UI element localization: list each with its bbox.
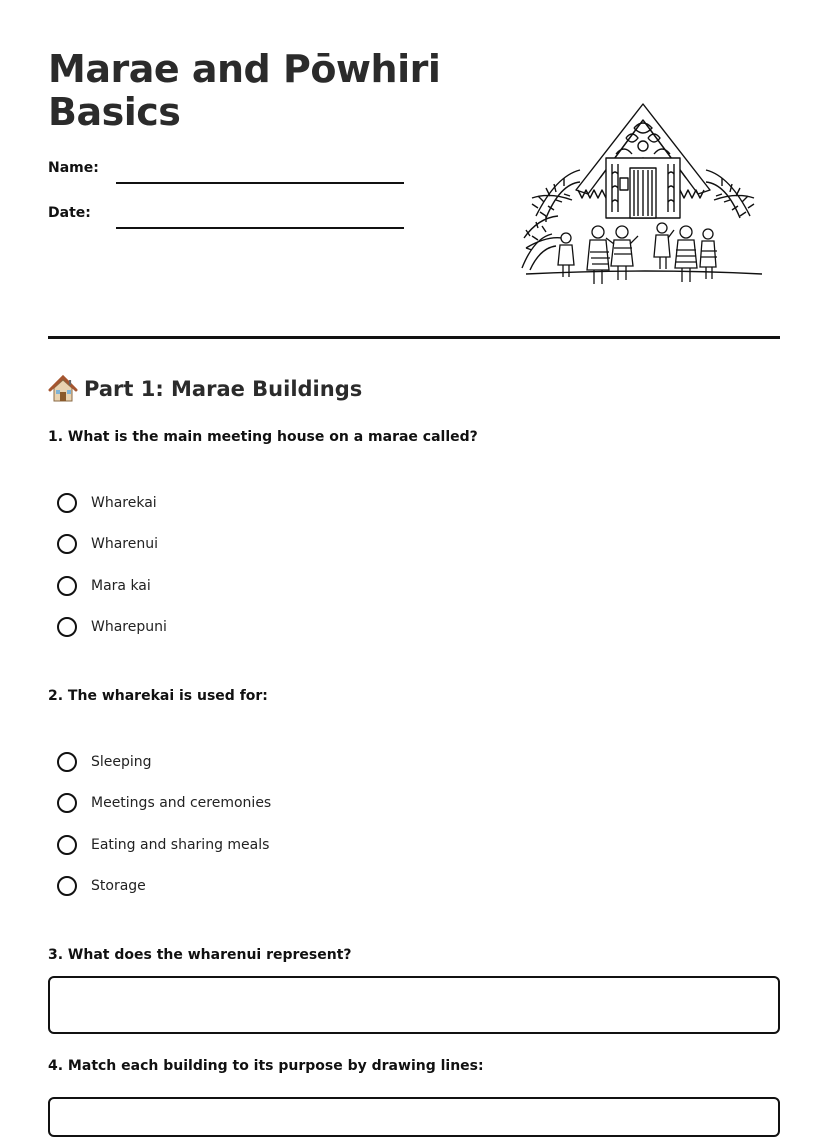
q2-option-2[interactable]	[57, 790, 271, 816]
radio-button[interactable]	[57, 617, 77, 637]
radio-button[interactable]	[57, 752, 77, 772]
q1-option-1[interactable]	[57, 490, 157, 516]
q2-option-1[interactable]	[57, 749, 152, 775]
question-3: 3. What does the wharenui represent?	[48, 947, 352, 963]
question-1: 1. What is the main meeting house on a marae called?	[48, 429, 478, 445]
worksheet-title: Marae and Pōwhiri Basics	[48, 47, 441, 134]
marae-illustration	[516, 98, 770, 294]
option-label: Wharenui	[91, 536, 158, 552]
date-field-row	[48, 205, 408, 229]
option-label: Storage	[91, 878, 146, 894]
option-label: Eating and sharing meals	[91, 837, 270, 853]
radio-button[interactable]	[57, 876, 77, 896]
option-label: Sleeping	[91, 754, 152, 770]
date-label: Date:	[48, 205, 91, 221]
option-label: Mara kai	[91, 578, 151, 594]
radio-button[interactable]	[57, 576, 77, 596]
q1-option-2[interactable]	[57, 531, 158, 557]
q1-option-4[interactable]	[57, 614, 167, 640]
section-divider	[48, 336, 780, 339]
question-4: 4. Match each building to its purpose by drawing lines:	[48, 1058, 484, 1074]
house-icon	[48, 374, 78, 404]
q1-option-3[interactable]	[57, 573, 151, 599]
name-write-line[interactable]	[116, 182, 404, 184]
date-write-line[interactable]	[116, 227, 404, 229]
option-label: Wharekai	[91, 495, 157, 511]
option-label: Wharepuni	[91, 619, 167, 635]
option-label: Meetings and ceremonies	[91, 795, 272, 811]
question-2: 2. The wharekai is used for:	[48, 688, 268, 704]
q4-matching-box[interactable]	[48, 1097, 780, 1137]
part1-title: Part 1: Marae Buildings	[84, 377, 363, 401]
part1-heading	[48, 372, 362, 406]
name-field-row	[48, 160, 408, 184]
radio-button[interactable]	[57, 534, 77, 554]
q3-answer-box[interactable]	[48, 976, 780, 1034]
radio-button[interactable]	[57, 835, 77, 855]
radio-button[interactable]	[57, 793, 77, 813]
radio-button[interactable]	[57, 493, 77, 513]
q2-option-3[interactable]	[57, 832, 269, 858]
name-label: Name:	[48, 160, 99, 176]
q2-option-4[interactable]	[57, 873, 146, 899]
